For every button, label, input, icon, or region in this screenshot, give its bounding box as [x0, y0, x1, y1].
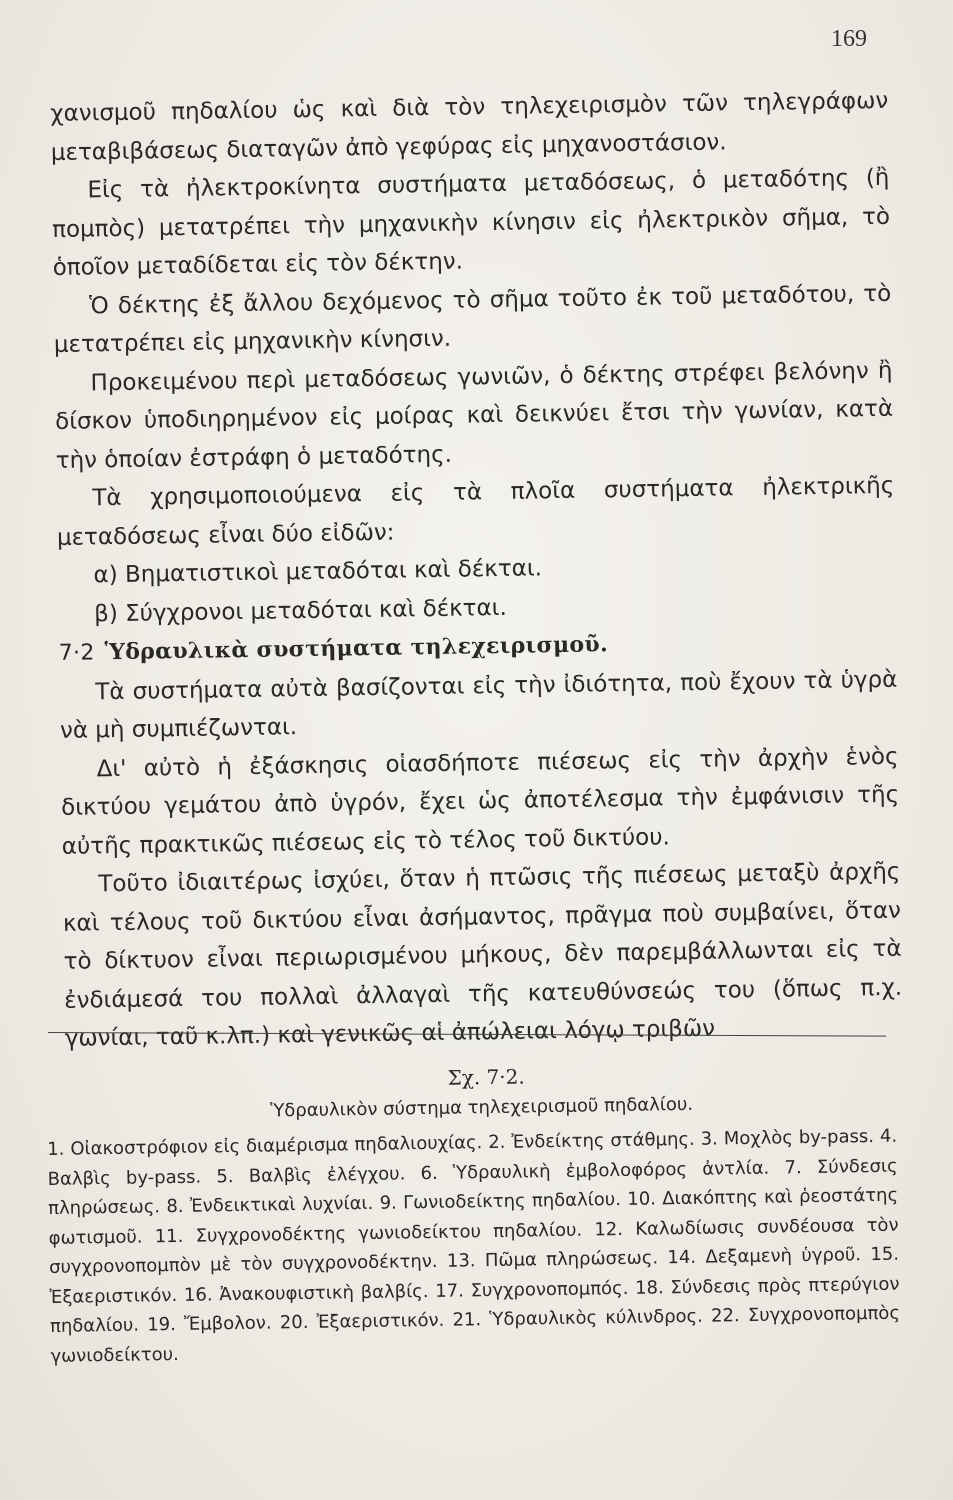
section-number: 7·2 [58, 640, 95, 666]
paragraph: Προκειμένου περὶ μεταδόσεως γωνιῶν, ὁ δέκτης στρέφει βελόνην ἢ δίσκον ὑποδιηρημένον εἰς μοίρας καὶ δεικνύει ἔτσι τὴν γωνίαν, κατὰ τὴν ὁποίαν ἐστράφη ὁ μεταδότης. [54, 357, 894, 474]
paragraph: Τοῦτο ἰδιαιτέρως ἰσχύει, ὅταν ἡ πτῶσις τῆς πιέσεως μεταξὺ ἀρχῆς καὶ τέλους τοῦ δικτύου εἶναι ἀσήμαντος, πρᾶγμα ποὺ συμβαίνει, ὅταν τὸ δίκτυον εἶναι περιωρισμένου μήκους, δὲν παρεμβάλλωνται εἰς τὰ ἐνδιάμεσά του πολλαὶ ἀλλαγαὶ τῆς κατευθύνσεώς του (ὅπως π.χ. γωνίαι, ταῦ κ.λπ.) καὶ γενικῶς αἱ ἀπώλειαι λόγῳ τριβῶν [62, 858, 903, 1052]
figure-subtitle: Ὑδραυλικὸν σύστημα τηλεχειρισμοῦ πηδαλίου. [270, 1093, 694, 1121]
paragraph: Εἰς τὰ ἠλεκτροκίνητα συστήματα μεταδόσεως, ὁ μεταδότης (ἢ πομπὸς) μετατρέπει τὴν μηχανικὴν κίνησιν εἰς ἠλεκτρικὸν σῆμα, τὸ ὁποῖον μεταδίδεται εἰς τὸν δέκτην. [51, 164, 891, 281]
figure-caption [46, 1057, 901, 1371]
list-item: β) Σύγχρονοι μεταδόται καὶ δέκται. [93, 594, 507, 627]
paragraph: Τὰ συστήματα αὐτὰ βασίζονται εἰς τὴν ἰδιότητα, ποὺ ἔχουν τὰ ὑγρὰ νὰ μὴ συμπιέζωνται. [59, 666, 898, 744]
paragraph: χανισμοῦ πηδαλίου ὡς καὶ διὰ τὸν τηλεχειρισμὸν τῶν τηλεγράφων μεταβιβάσεως διαταγῶν ἀπὸ γεφύρας εἰς μηχανοστάσιον. [50, 87, 889, 166]
paragraph: Δι' αὐτὸ ἡ ἐξάσκησις οἱασδήποτε πιέσεως εἰς τὴν ἀρχὴν ἑνὸς δικτύου γεμάτου ἀπὸ ὑγρόν, ἔχει ὡς ἀποτέλεσμα τὴν ἐμφάνισιν τῆς αὐτῆς πρακτικῶς πιέσεως εἰς τὸ τέλος τοῦ δικτύου. [60, 743, 900, 860]
figure-legend: 1. Οἰακοστρόφιον εἰς διαμέρισμα πηδαλιουχίας. 2. Ἐνδείκτης στάθμης. 3. Μοχλὸς by-pass. 4. Βαλβὶς by-pass. 5. Βαλβὶς ἐλέγχου. 6. Ὑδραυλικὴ ἐμβολοφόρος ἀντλία. 7. Σύνδεσις πληρώσεως. 8. Ἐνδεικτικαὶ λυχνίαι. 9. Γωνιοδείκτης πηδαλίου. 10. Διακόπτης καὶ ῥεοστάτης φωτισμοῦ. 11. Συγχρονοδέκτης γωνιοδείκτου πηδαλίου. 12. Καλωδίωσις συνδέουσα τὸν συγχρονοπομπὸν μὲ τὸν συγχρονοδέκτην. 13. Πῶμα πληρώσεως. 14. Δεξαμενὴ ὑγροῦ. 15. Ἐξαεριστικόν. 16. Ἀνακουφιστικὴ βαλβίς. 17. Συγχρονοπομπός. 18. Σύνδεσις πρὸς πτερύγιον πηδαλίου. 19. Ἔμβολον. 20. Ἐξαεριστικόν. 21. Ὑδραυλικὸς κύλινδρος. 22. Συγχρονοπομπὸς γωνιοδείκτου. [47, 1125, 901, 1367]
paragraph: Ὁ δέκτης ἐξ ἄλλου δεχόμενος τὸ σῆμα τοῦτο ἐκ τοῦ μεταδότου, τὸ μετατρέπει εἰς μηχανικὴν κίνησιν. [53, 280, 892, 358]
figure-label: Σχ. 7·2. [447, 1064, 525, 1090]
list-item: α) Βηματιστικοὶ μεταδόται καὶ δέκται. [93, 555, 543, 589]
section-title: Ὑδραυλικὰ συστήματα τηλεχειρισμοῦ. [104, 631, 609, 666]
body-text [50, 82, 903, 1059]
page-number: 169 [831, 26, 867, 52]
paragraph: Τὰ χρησιμοποιούμενα εἰς τὰ πλοῖα συστήματα ἠλεκτρικῆς μεταδόσεως εἶναι δύο εἰδῶν: [56, 472, 895, 551]
